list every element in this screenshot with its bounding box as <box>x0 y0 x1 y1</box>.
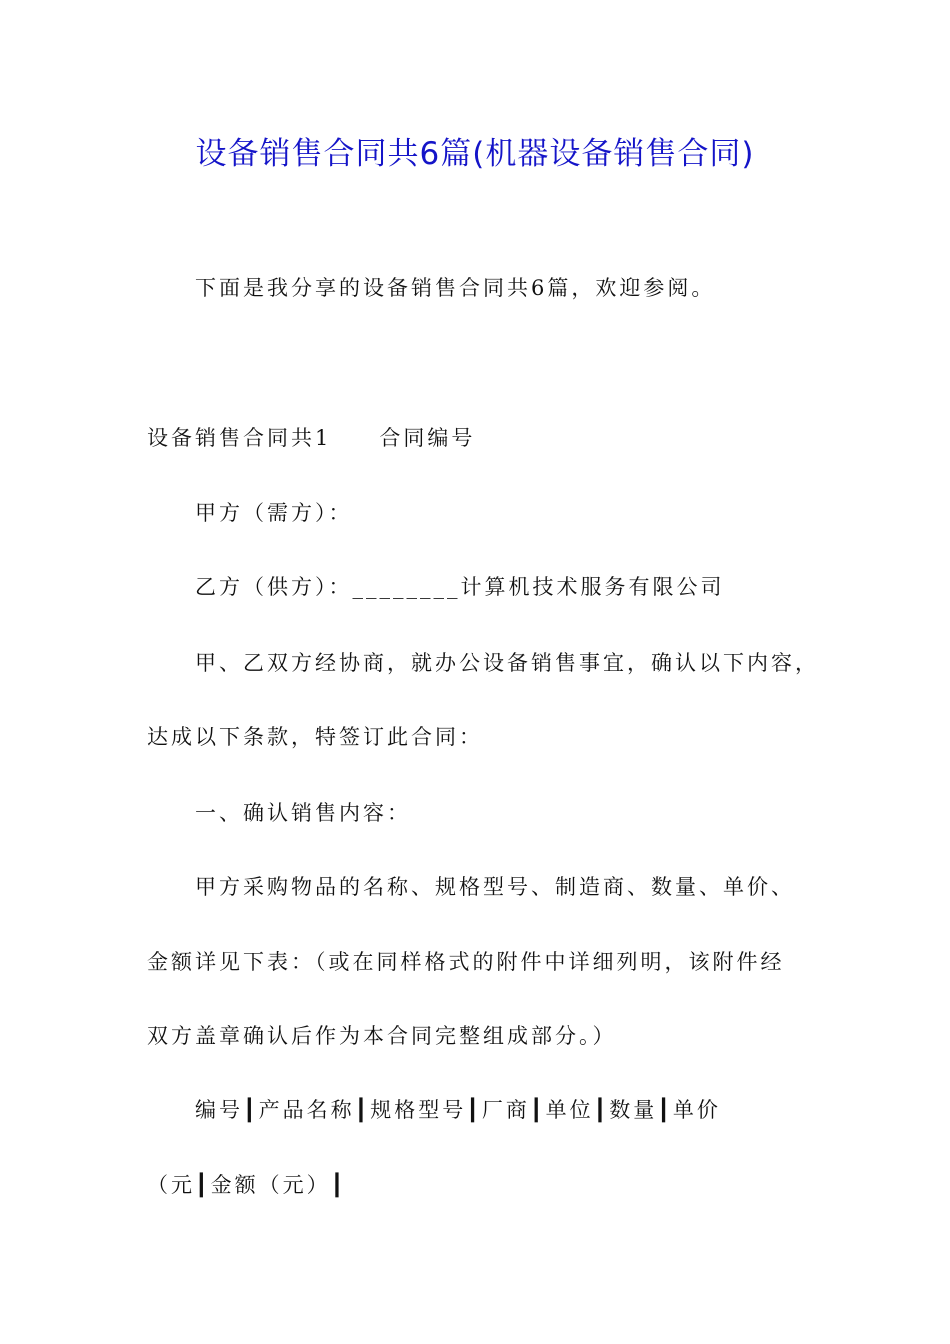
contract-heading-line <box>147 422 475 452</box>
consult-paragraph-line-2: 达成以下条款，特签订此合同： <box>147 725 483 749</box>
intro-paragraph: 下面是我分享的设备销售合同共6篇，欢迎参阅。 <box>195 276 716 300</box>
document-title: 设备销售合同共6篇(机器设备销售合同) <box>195 136 755 172</box>
party-a-line: 甲方（需方）： <box>195 501 353 525</box>
consult-paragraph-line-1: 甲、乙双方经协商，就办公设备销售事宜，确认以下内容， <box>195 651 819 675</box>
contract-number-label: 合同编号 <box>379 426 476 450</box>
party-b-line: 乙方（供方）：________计算机技术服务有限公司 <box>195 575 725 599</box>
table-header-line-2: （元┃金额（元）┃ <box>147 1173 347 1197</box>
detail-paragraph-line-2: 金额详见下表：（或在同样格式的附件中详细列明，该附件经 <box>147 950 785 974</box>
contract-heading: 设备销售合同共1 <box>147 426 332 450</box>
table-header-line-1: 编号┃产品名称┃规格型号┃厂商┃单位┃数量┃单价 <box>195 1098 721 1122</box>
detail-paragraph-line-1: 甲方采购物品的名称、规格型号、制造商、数量、单价、 <box>195 875 795 899</box>
section-heading: 一、确认销售内容： <box>195 801 411 825</box>
detail-paragraph-line-3: 双方盖章确认后作为本合同完整组成部分。） <box>147 1024 617 1048</box>
